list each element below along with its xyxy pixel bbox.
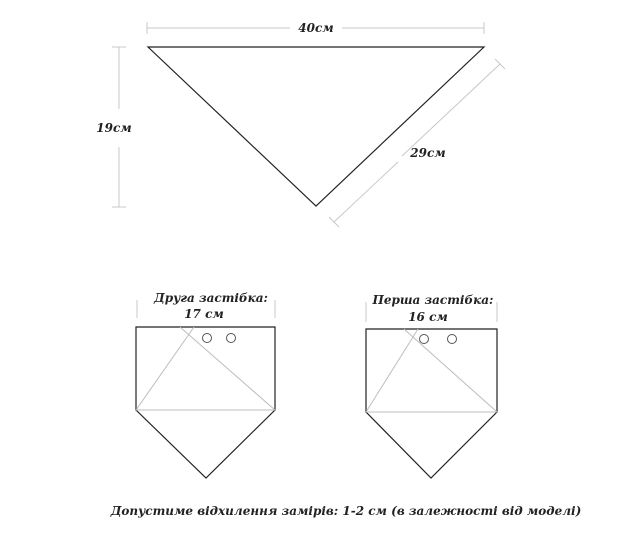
top-pattern [96, 18, 505, 227]
width-dimension [147, 18, 484, 36]
first-snap-size: 16 см [408, 310, 448, 324]
first-bib-snap-2 [448, 335, 457, 344]
tolerance-note: Допустиме відхилення замірів: 1-2 см (в залежності від моделі) [110, 504, 582, 518]
side-label: 29см [410, 146, 446, 160]
second-snap-bib [136, 291, 275, 478]
first-bib-outline [366, 329, 497, 478]
second-bib-snap-1 [203, 334, 212, 343]
second-snap-size: 17 см [184, 307, 224, 321]
second-bib-snap-2 [227, 334, 236, 343]
first-snap-bib [366, 293, 497, 478]
height-label: 19см [96, 121, 132, 135]
second-snap-title: Друга застібка: [154, 291, 268, 305]
first-bib-snap-1 [420, 335, 429, 344]
height-dimension [96, 47, 131, 207]
width-label: 40см [298, 21, 334, 35]
first-snap-title: Перша застібка: [372, 293, 494, 307]
